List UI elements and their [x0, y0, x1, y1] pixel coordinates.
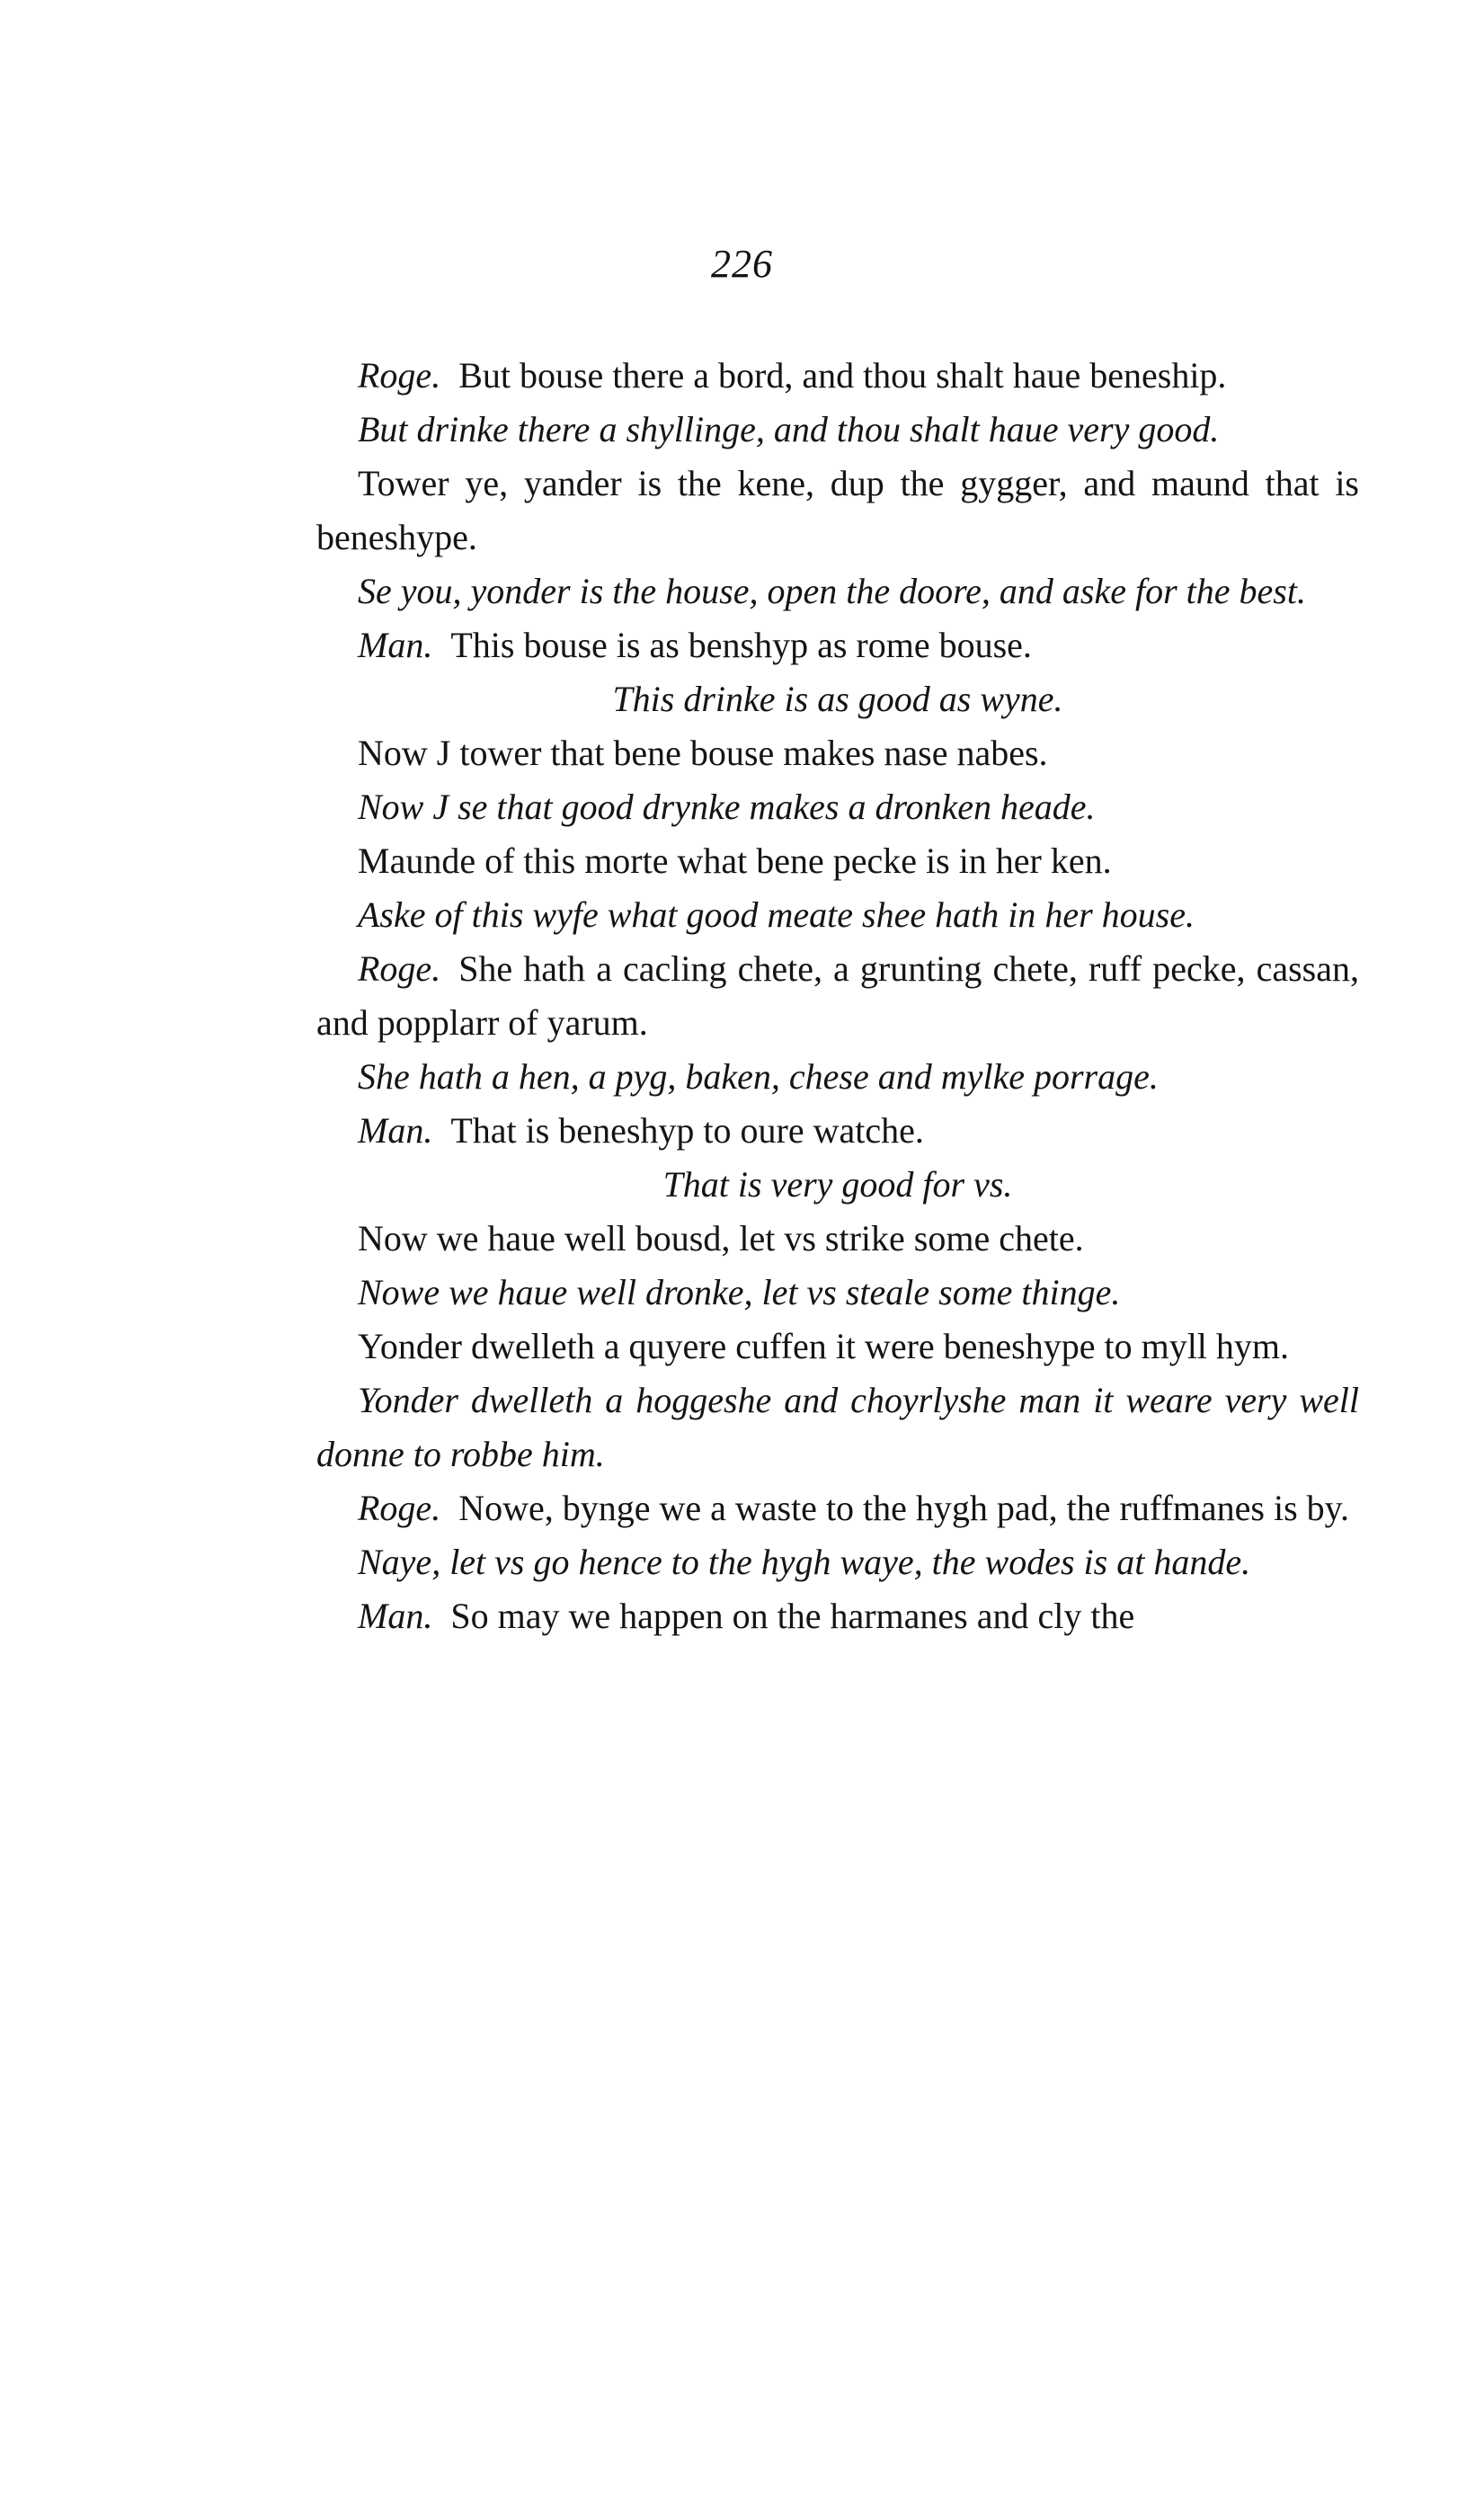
paragraph-cant	[316, 1481, 1359, 1535]
paragraph-translation: She hath a hen, a pyg, baken, chese and mylke porrage.	[358, 1056, 1159, 1097]
paragraph-translation: Now J se that good drynke makes a dronken heade.	[358, 787, 1096, 827]
paragraph-cant	[316, 942, 1359, 1050]
paragraph-cant: Now J tower that bene bouse makes nase nabes.	[358, 733, 1048, 773]
paragraph-cant	[316, 1104, 1359, 1158]
paragraph-cant	[316, 1589, 1359, 1643]
paragraph-text: But bouse there a bord, and thou shalt haue beneship.	[458, 355, 1227, 396]
paragraph-translation: Nowe we haue well dronke, let vs steale some thinge.	[358, 1272, 1121, 1312]
paragraph-cant: Now we haue well bousd, let vs strike some chete.	[358, 1218, 1084, 1258]
paragraph-text: She hath a cacling chete, a grunting chete, ruff pecke, cassan, and popplarr of yarum.	[316, 948, 1359, 1043]
paragraph-translation: Aske of this wyfe what good meate shee hath in her house.	[358, 894, 1195, 935]
paragraph-text: Nowe, bynge we a waste to the hygh pad, the ruffmanes is by.	[458, 1488, 1350, 1528]
paragraph-translation: This drinke is as good as wyne.	[612, 679, 1063, 719]
paragraph-cant	[316, 349, 1359, 403]
paragraph-translation: Yonder dwelleth a hoggeshe and choyrlyshe man it weare very well donne to robbe him.	[316, 1380, 1359, 1474]
paragraph-translation: But drinke there a shyllinge, and thou shalt haue very good.	[358, 409, 1220, 449]
page-number: 226	[711, 242, 773, 286]
paragraph-translation: That is very good for vs.	[662, 1164, 1013, 1205]
speaker-label: Man.	[358, 1596, 433, 1636]
speaker-label: Man.	[358, 625, 433, 665]
paragraph-cant: Yonder dwelleth a quyere cuffen it were beneshype to myll hym.	[358, 1326, 1290, 1366]
speaker-label: Man.	[358, 1110, 433, 1151]
speaker-label: Roge.	[358, 948, 441, 989]
paragraph-translation: Se you, yonder is the house, open the doore, and aske for the best.	[358, 571, 1306, 611]
paragraph-text: This bouse is as benshyp as rome bouse.	[450, 625, 1032, 665]
speaker-label: Roge.	[358, 1488, 441, 1528]
dialogue-text	[316, 349, 1359, 1643]
speaker-label: Roge.	[358, 355, 441, 396]
paragraph-cant	[316, 618, 1359, 672]
paragraph-text: That is beneshyp to oure watche.	[450, 1110, 924, 1151]
paragraph-cant: Tower ye, yander is the kene, dup the gygger, and maund that is beneshype.	[316, 463, 1359, 557]
paragraph-translation: Naye, let vs go hence to the hygh waye, the wodes is at hande.	[358, 1542, 1251, 1582]
paragraph-text: So may we happen on the harmanes and cly the	[450, 1596, 1135, 1636]
paragraph-cant: Maunde of this morte what bene pecke is in her ken.	[358, 840, 1112, 881]
